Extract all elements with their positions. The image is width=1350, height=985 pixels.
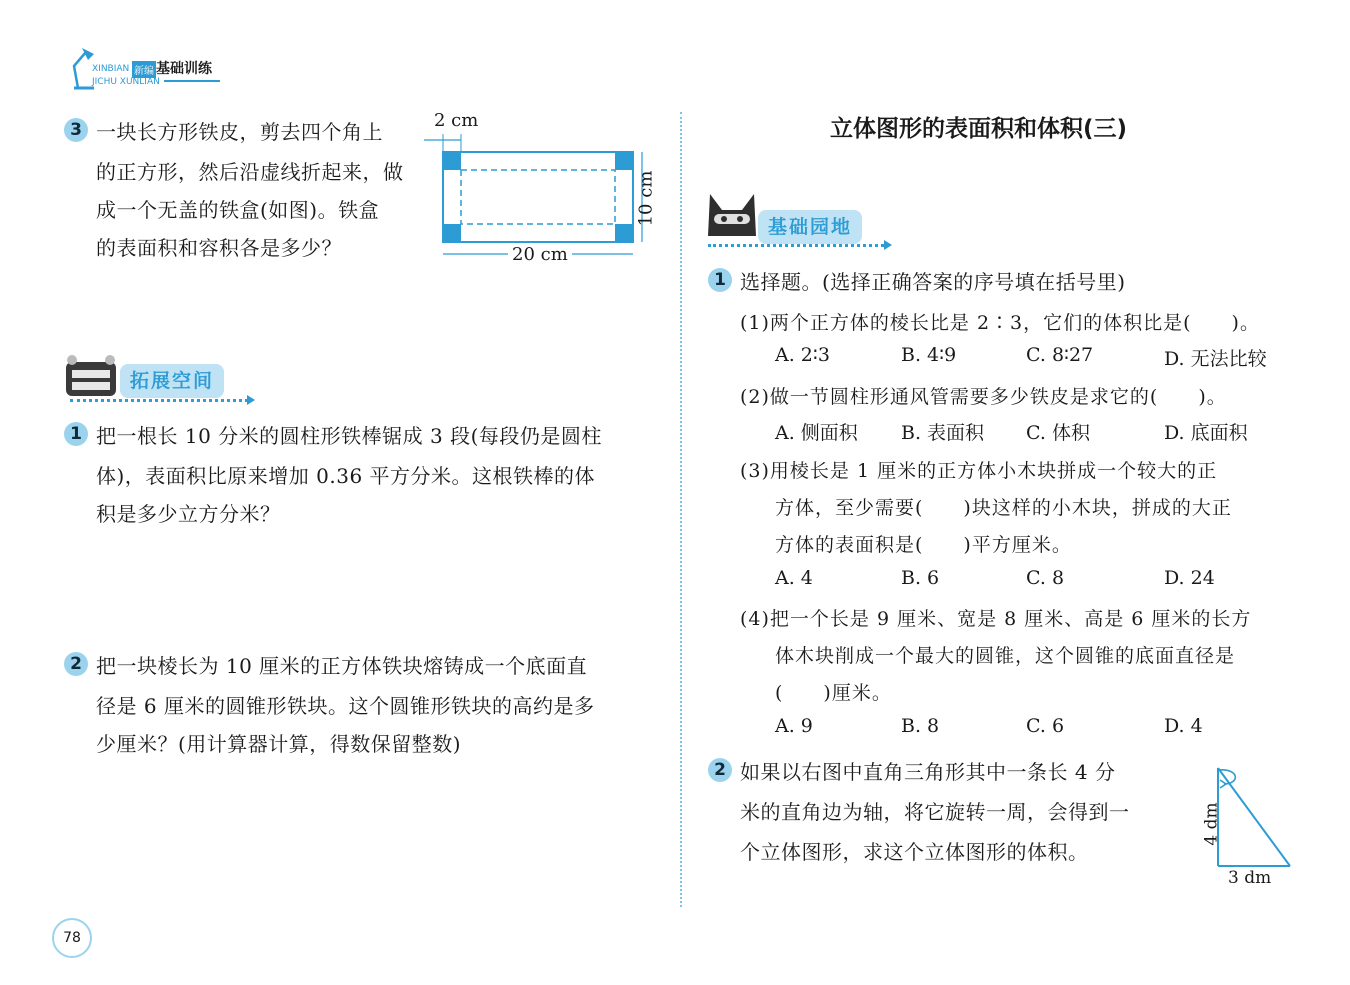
question-text-line: 米的直角边为轴，将它旋转一周，会得到一	[740, 800, 1130, 824]
question-text-line: 一块长方形铁皮，剪去四个角上	[96, 120, 383, 144]
sub-question-line: 方体，至少需要( )块这样的小木块，拼成的大正	[775, 497, 1232, 519]
option-b: B. 6	[901, 567, 940, 589]
question-text-line: 把一块棱长为 10 厘米的正方体铁块熔铸成一个底面直	[96, 654, 588, 678]
page-number: 78	[52, 918, 92, 958]
question-text-line: 把一根长 10 分米的圆柱形铁棒锯成 3 段(每段仍是圆柱	[96, 424, 602, 448]
logo-title: 基础训练	[156, 61, 212, 77]
logo-arrow	[164, 80, 220, 82]
option-d: D. 24	[1164, 567, 1215, 589]
section-tag-basics: 基础园地	[758, 210, 862, 244]
figure-label-height: 10 cm	[635, 170, 657, 227]
question-text-line: 的表面积和容积各是多少？	[96, 236, 342, 260]
question-number: 2	[708, 758, 732, 782]
option-b: B. 表面积	[901, 422, 985, 444]
question-number: 1	[708, 268, 732, 292]
section-underline	[70, 399, 248, 402]
sub-question-line: 方体的表面积是( )平方厘米。	[775, 534, 1072, 556]
figure-label-corner: 2 cm	[434, 110, 479, 131]
right-triangle-figure	[1196, 762, 1306, 892]
logo-pinyin-bottom: JICHU XUNLIAN	[92, 77, 160, 87]
option-d: D. 无法比较	[1164, 348, 1267, 370]
option-d: D. 4	[1164, 715, 1203, 737]
triangle-label-base: 3 dm	[1228, 868, 1272, 888]
sub-question-line: (4)把一个长是 9 厘米、宽是 8 厘米、高是 6 厘米的长方	[740, 608, 1252, 630]
page-divider	[680, 112, 682, 907]
option-b: B. 4∶9	[901, 344, 957, 366]
sub-question-line: (2)做一节圆柱形通风管需要多少铁皮是求它的( )。	[740, 386, 1227, 408]
option-b: B. 8	[901, 715, 940, 737]
question-text-line: 如果以右图中直角三角形其中一条长 4 分	[740, 760, 1116, 784]
logo-badge: 新编	[132, 61, 156, 78]
question-text-line: 个立体图形，求这个立体图形的体积。	[740, 840, 1089, 864]
arrow-right-icon	[247, 395, 255, 405]
sub-question-line: (3)用棱长是 1 厘米的正方体小木块拼成一个较大的正	[740, 460, 1218, 482]
option-a: A. 4	[775, 567, 813, 589]
option-a: A. 2∶3	[775, 344, 830, 366]
question-text-line: 体)，表面积比原来增加 0.36 平方分米。这根铁棒的体	[96, 464, 596, 488]
option-c: C. 体积	[1026, 422, 1090, 444]
question-text-line: 的正方形，然后沿虚线折起来，做	[96, 160, 404, 184]
logo-pinyin-top: XINBIAN	[92, 64, 130, 74]
option-c: C. 6	[1026, 715, 1065, 737]
page-title: 立体图形的表面积和体积(三)	[830, 116, 1128, 142]
option-a: A. 9	[775, 715, 813, 737]
question-text-line: 径是 6 厘米的圆锥形铁块。这个圆锥形铁块的高约是多	[96, 694, 595, 718]
sub-question-line: 体木块削成一个最大的圆锥，这个圆锥的底面直径是	[775, 645, 1236, 667]
question-text-line: 成一个无盖的铁盒(如图)。铁盒	[96, 198, 380, 222]
option-d: D. 底面积	[1164, 422, 1248, 444]
cat-mascot-icon	[704, 190, 760, 244]
question-heading: 选择题。(选择正确答案的序号填在括号里)	[740, 270, 1126, 294]
sub-question-line: ( )厘米。	[775, 682, 892, 704]
figure-label-width: 20 cm	[508, 244, 572, 265]
arrow-right-icon	[884, 240, 892, 250]
section-tag-extension: 拓展空间	[120, 364, 224, 398]
sub-question-line: (1)两个正方体的棱长比是 2∶3，它们的体积比是( )。	[740, 312, 1260, 334]
robot-mascot-icon	[62, 354, 120, 400]
option-a: A. 侧面积	[775, 422, 858, 444]
iron-sheet-figure	[420, 108, 660, 268]
section-underline	[708, 244, 884, 247]
question-text-line: 积是多少立方分米？	[96, 502, 281, 526]
question-text-line: 少厘米？(用计算器计算，得数保留整数)	[96, 732, 462, 756]
option-c: C. 8∶27	[1026, 344, 1094, 366]
question-number: 3	[64, 118, 88, 142]
header-logo	[68, 44, 228, 92]
question-number: 1	[64, 422, 88, 446]
question-number: 2	[64, 652, 88, 676]
option-c: C. 8	[1026, 567, 1065, 589]
triangle-label-height: 4 dm	[1201, 802, 1222, 846]
